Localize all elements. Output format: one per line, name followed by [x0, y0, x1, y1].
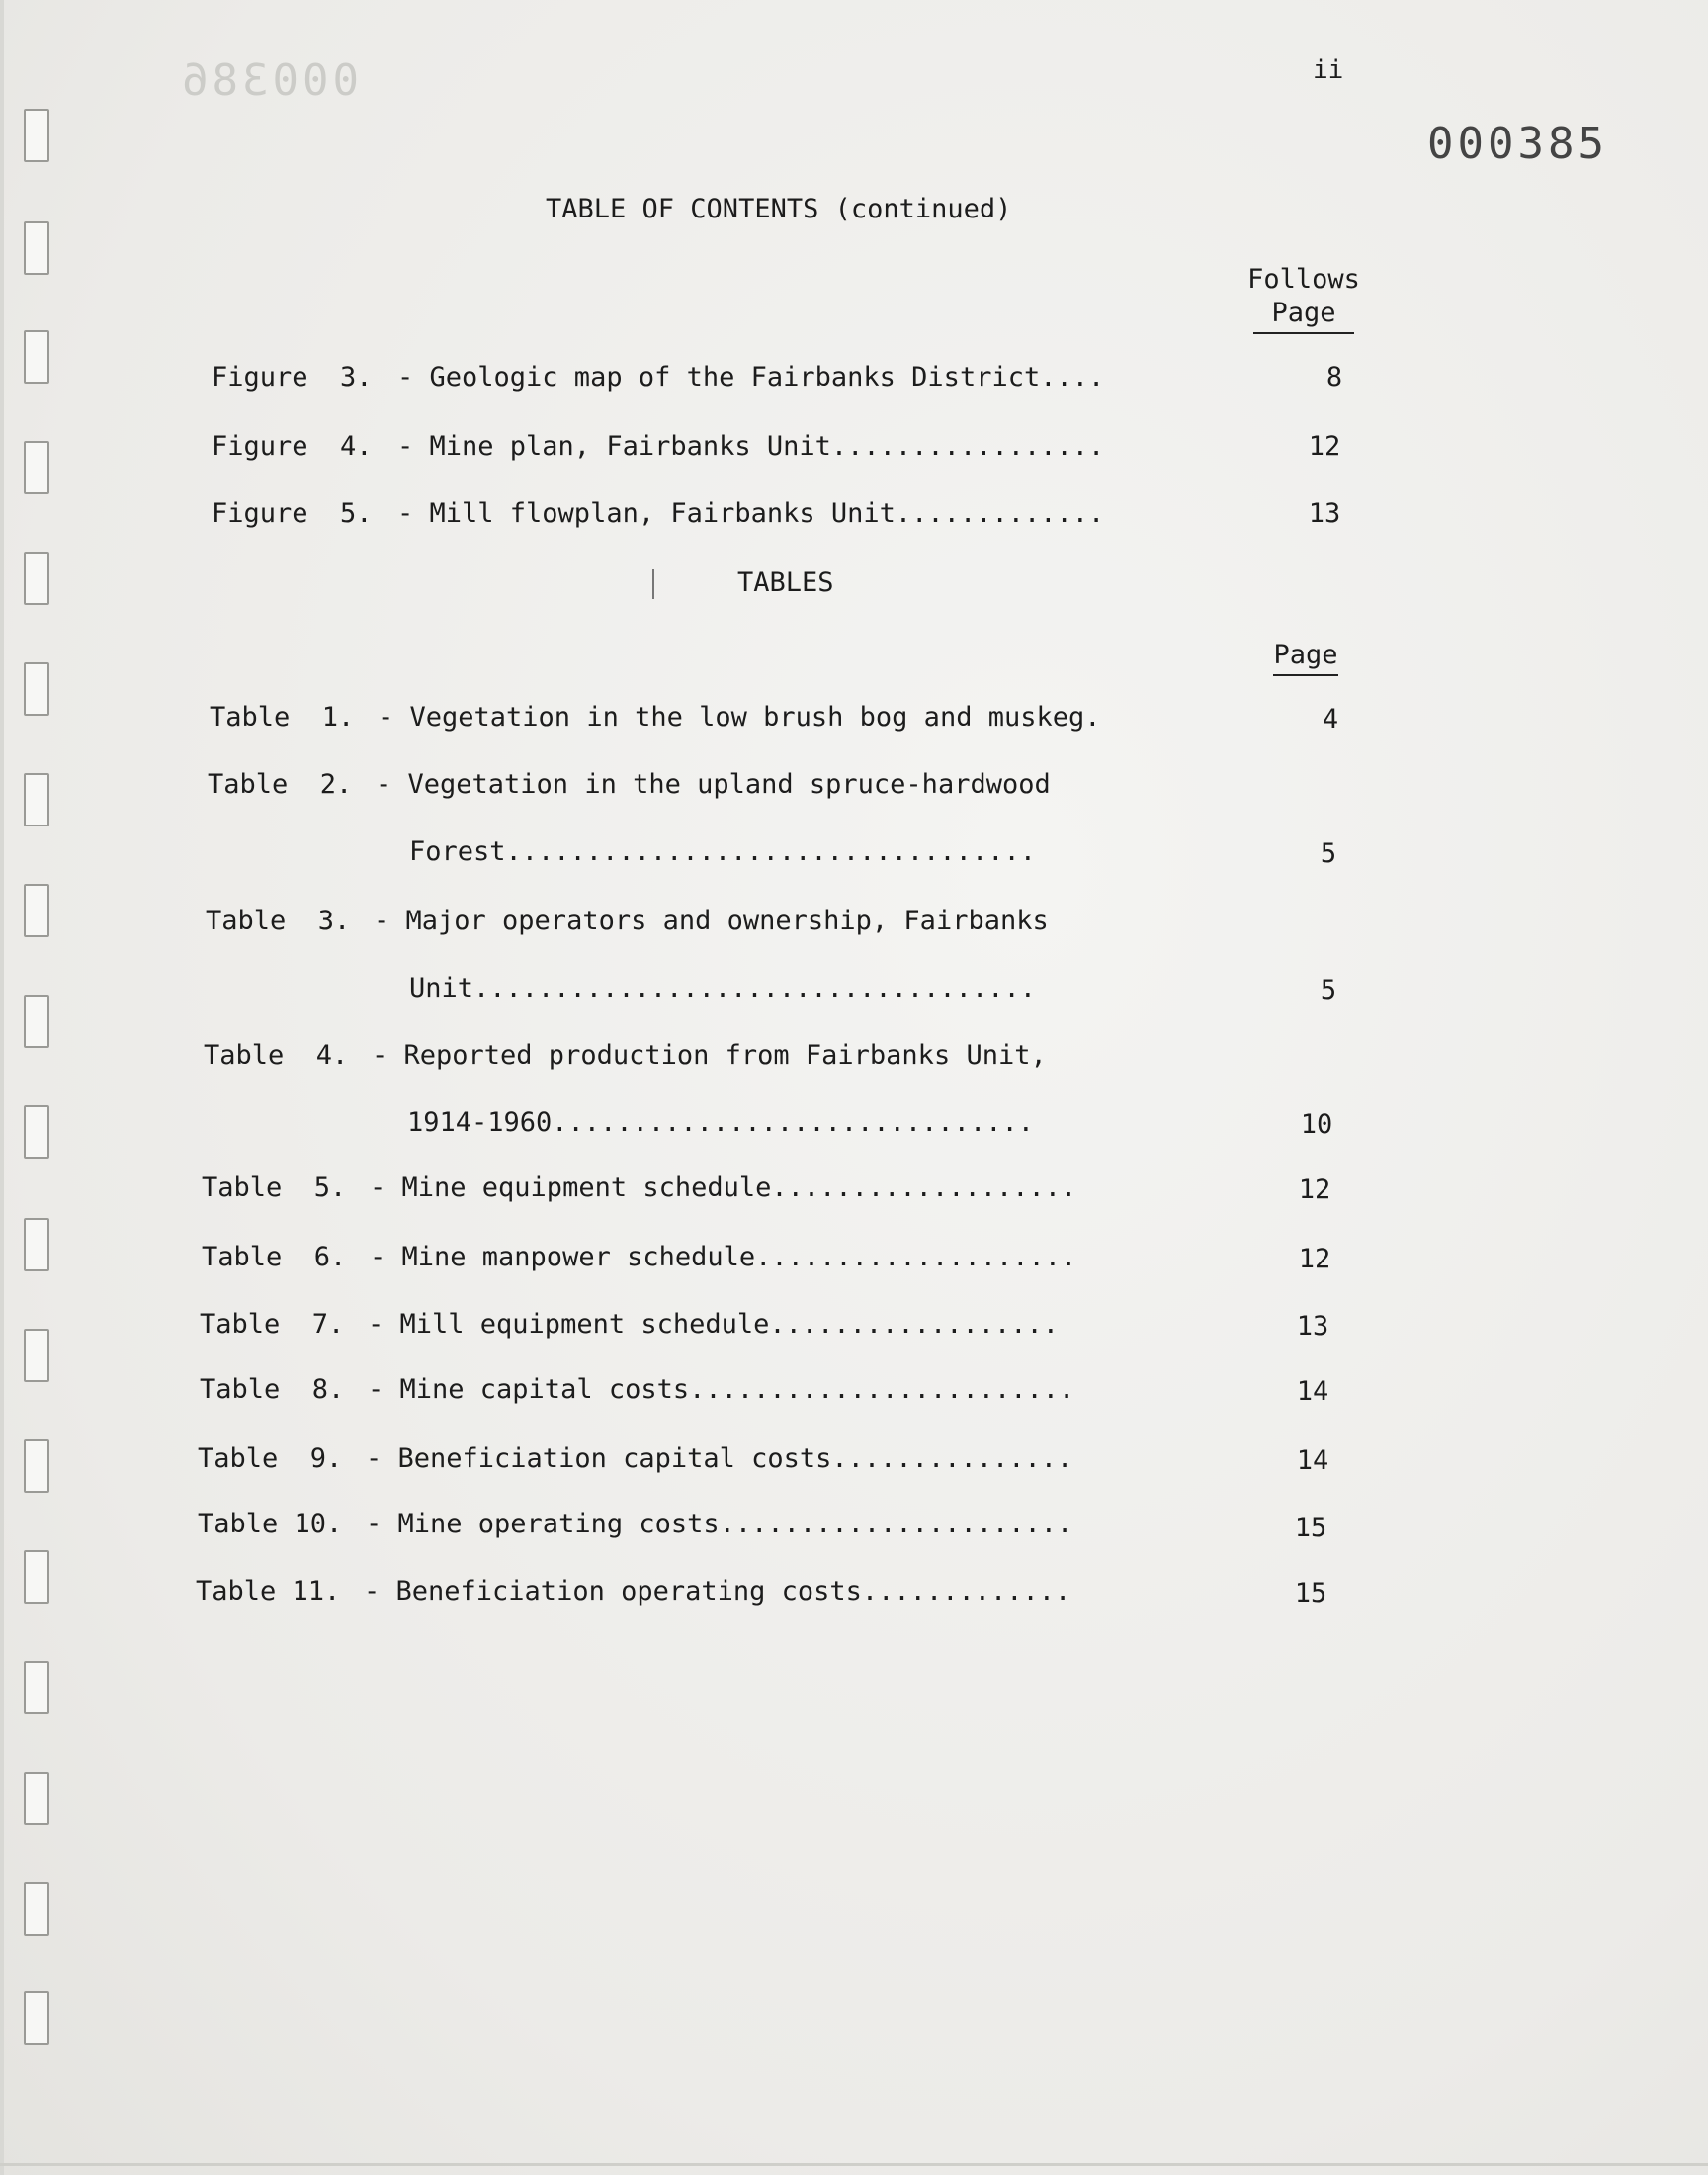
table-page: 5: [1320, 975, 1337, 1005]
bleed-through-stamp: 000386: [178, 55, 359, 106]
table-title-continuation: 1914-1960..............................: [407, 1107, 1034, 1138]
table-label: Table 2.: [208, 769, 353, 800]
figure-label: Figure 4.: [212, 431, 373, 462]
table-page: 5: [1320, 838, 1337, 869]
table-page: 14: [1296, 1376, 1329, 1407]
figure-page: 13: [1308, 498, 1341, 529]
table-label: Table 9.: [198, 1443, 343, 1474]
page-number: ii: [1313, 55, 1344, 85]
table-page: 12: [1298, 1244, 1331, 1274]
table-title: - Major operators and ownership, Fairbanks: [374, 906, 1049, 936]
punch-hole: [24, 1661, 49, 1714]
punch-hole: [24, 995, 49, 1048]
table-page: 12: [1298, 1174, 1331, 1205]
punch-hole: [24, 662, 49, 716]
table-title: - Reported production from Fairbanks Unit,: [372, 1040, 1047, 1071]
table-label: Table 4.: [204, 1040, 349, 1071]
figures-column-header: [1239, 263, 1368, 334]
punch-hole: [24, 773, 49, 826]
table-page: 4: [1322, 704, 1339, 735]
punch-hole: [24, 552, 49, 605]
punch-hole: [24, 1882, 49, 1936]
punch-hole: [24, 1991, 49, 2044]
table-page: 14: [1296, 1445, 1329, 1476]
table-title: - Vegetation in the low brush bog and muskeg.: [378, 702, 1101, 733]
table-title: - Mine capital costs........................: [368, 1374, 1075, 1405]
punch-hole: [24, 1772, 49, 1825]
figure-title: - Mill flowplan, Fairbanks Unit.............: [397, 498, 1105, 529]
figures-column-header-line2: Page: [1253, 297, 1353, 334]
page-title: TABLE OF CONTENTS (continued): [546, 194, 1012, 224]
table-page: 15: [1294, 1578, 1327, 1609]
figures-column-header-line1: Follows: [1247, 264, 1360, 295]
table-label: Table 3.: [206, 906, 351, 936]
table-label: Table 1.: [210, 702, 355, 733]
page-bottom-edge: [0, 2163, 1708, 2166]
figure-title: - Mine plan, Fairbanks Unit.................: [397, 431, 1105, 462]
figure-page: 8: [1325, 362, 1343, 392]
figure-page: 12: [1308, 431, 1341, 462]
table-title: - Beneficiation operating costs.............: [364, 1576, 1071, 1607]
table-title: - Mine equipment schedule...................: [370, 1173, 1077, 1203]
document-stamp-number: 000385: [1427, 119, 1608, 169]
tables-column-header: [1271, 639, 1340, 676]
punch-hole: [24, 330, 49, 384]
margin-tick-mark: [652, 569, 654, 599]
table-label: Table 5.: [202, 1173, 347, 1203]
punch-hole: [24, 221, 49, 275]
table-title-continuation: Forest.................................: [409, 836, 1036, 867]
table-label: Table 8.: [200, 1374, 345, 1405]
table-page: 13: [1296, 1311, 1329, 1342]
table-title-continuation: Unit...................................: [409, 973, 1036, 1003]
figure-label: Figure 3.: [212, 362, 373, 392]
table-label: Table 6.: [202, 1242, 347, 1272]
table-page: 15: [1294, 1513, 1327, 1543]
table-title: - Mine operating costs......................: [366, 1509, 1073, 1539]
punch-hole: [24, 884, 49, 937]
figure-title: - Geologic map of the Fairbanks District....: [397, 362, 1105, 392]
tables-column-header-label: Page: [1273, 639, 1337, 676]
table-title: - Mill equipment schedule..................: [368, 1309, 1059, 1340]
table-title: - Vegetation in the upland spruce-hardwood: [376, 769, 1051, 800]
figure-label: Figure 5.: [212, 498, 373, 529]
table-page: 10: [1300, 1109, 1333, 1140]
punch-hole: [24, 441, 49, 494]
punch-hole: [24, 109, 49, 162]
punch-hole: [24, 1550, 49, 1604]
table-label: Table 7.: [200, 1309, 345, 1340]
table-title: - Beneficiation capital costs...............: [366, 1443, 1073, 1474]
table-title: - Mine manpower schedule....................: [370, 1242, 1077, 1272]
table-label: Table 11.: [196, 1576, 341, 1607]
table-label: Table 10.: [198, 1509, 343, 1539]
punch-hole: [24, 1105, 49, 1159]
punch-hole: [24, 1218, 49, 1271]
punch-hole: [24, 1329, 49, 1382]
punch-hole: [24, 1439, 49, 1493]
tables-heading: TABLES: [737, 567, 834, 598]
page-edge: [0, 0, 4, 2175]
